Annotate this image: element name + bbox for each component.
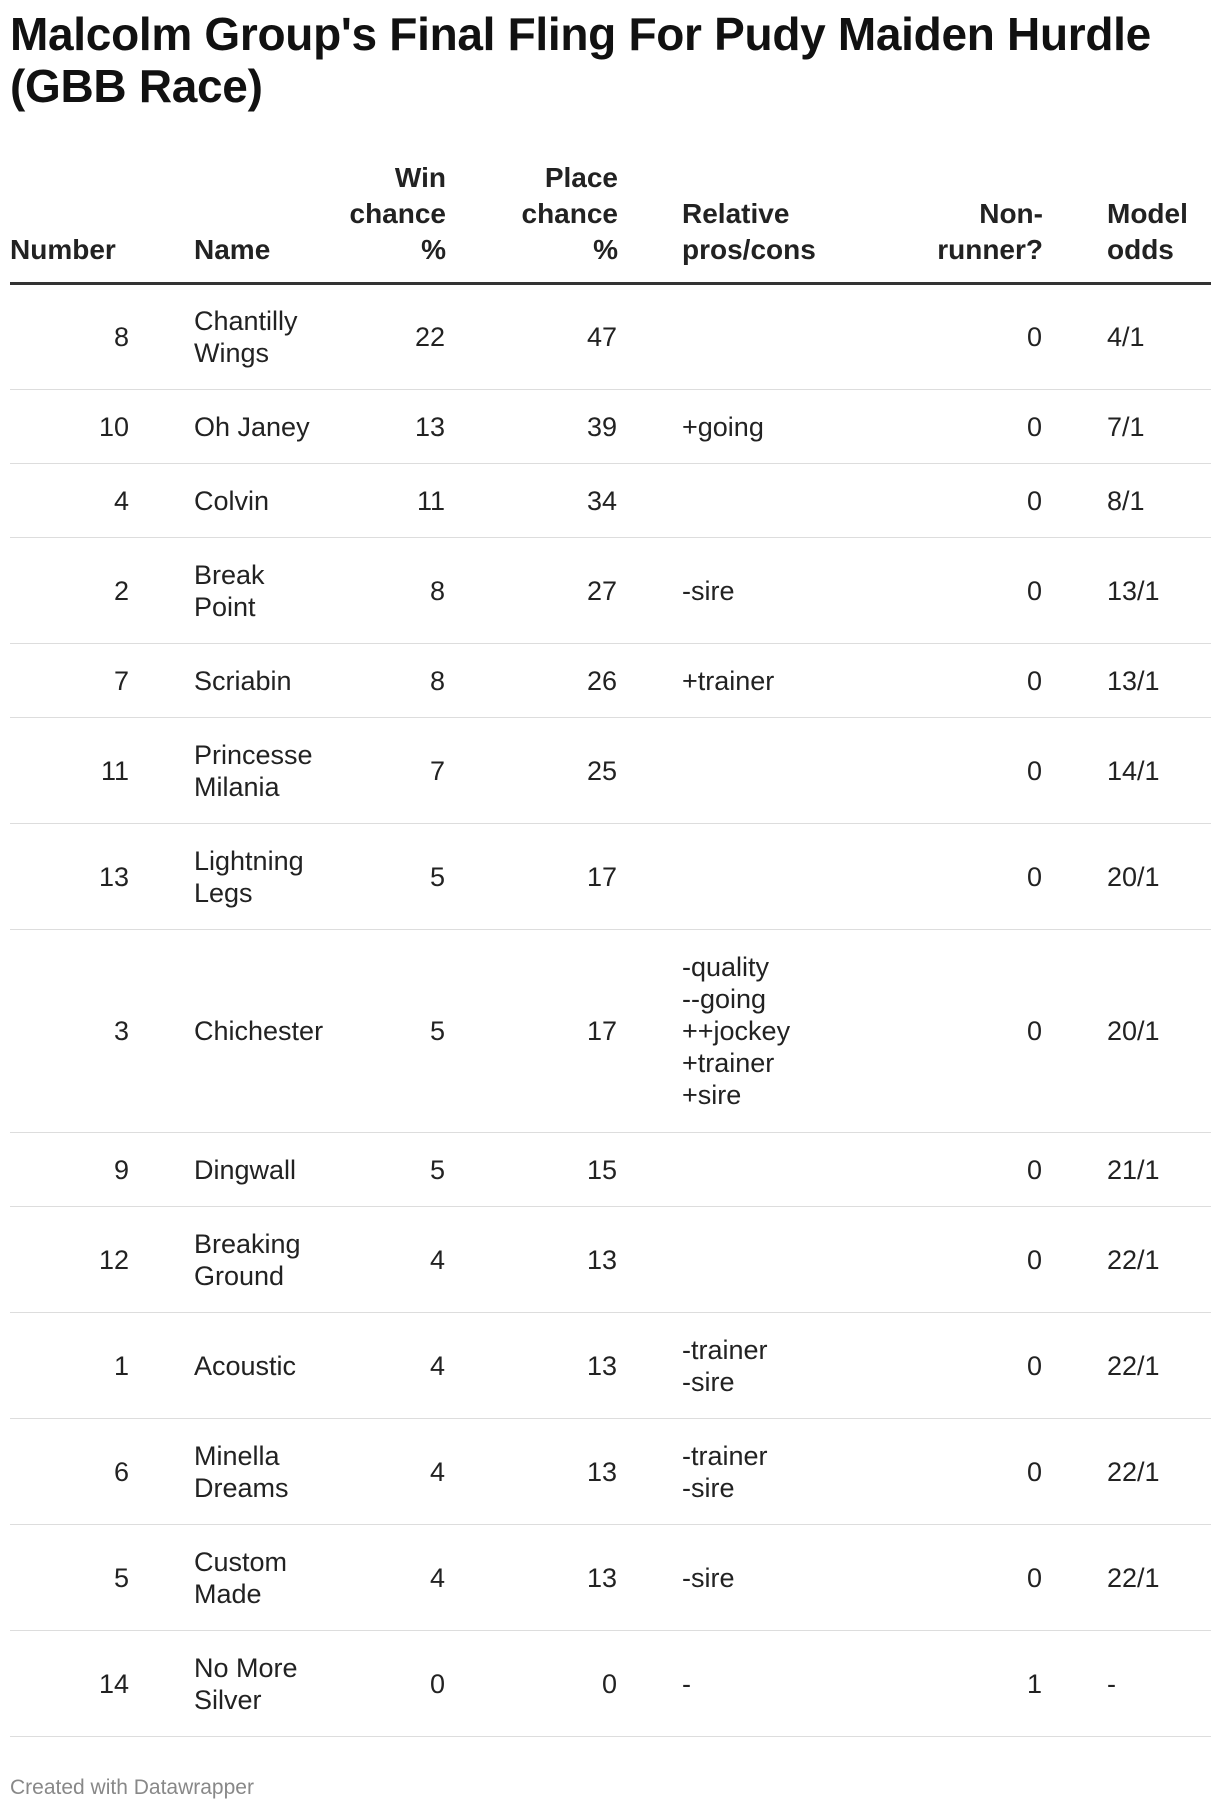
cell-place-chance: 34 — [446, 464, 618, 538]
table-row — [10, 718, 1211, 824]
header-name[interactable]: Name — [130, 160, 320, 284]
cell-win-chance: 4 — [320, 1419, 446, 1525]
cell-number: 11 — [10, 718, 130, 824]
table-body — [10, 284, 1211, 1737]
cell-win-chance: 7 — [320, 718, 446, 824]
cell-non-runner: 0 — [858, 1313, 1043, 1419]
cell-model-odds: 22/1 — [1043, 1313, 1211, 1419]
cell-pros-cons — [618, 284, 858, 390]
cell-win-chance: 5 — [320, 824, 446, 930]
cell-place-chance: 13 — [446, 1207, 618, 1313]
footer-credit: Created with Datawrapper — [10, 1776, 254, 1799]
cell-number: 8 — [10, 284, 130, 390]
cell-number: 4 — [10, 464, 130, 538]
cell-non-runner: 0 — [858, 1207, 1043, 1313]
cell-name: Lightning Legs — [130, 824, 320, 930]
table-row — [10, 1207, 1211, 1313]
cell-non-runner: 0 — [858, 1525, 1043, 1631]
table-row — [10, 930, 1211, 1133]
cell-place-chance: 17 — [446, 824, 618, 930]
cell-number: 3 — [10, 930, 130, 1133]
cell-name: Chantilly Wings — [130, 284, 320, 390]
cell-name: Chichester — [130, 930, 320, 1133]
cell-non-runner: 0 — [858, 538, 1043, 644]
table-row — [10, 1133, 1211, 1207]
cell-name: Scriabin — [130, 644, 320, 718]
header-non-runner[interactable]: Non- runner? — [858, 160, 1043, 284]
cell-pros-cons: -trainer -sire — [618, 1313, 858, 1419]
cell-pros-cons: -quality --going ++jockey +trainer +sire — [618, 930, 858, 1133]
cell-name: Breaking Ground — [130, 1207, 320, 1313]
table-row — [10, 390, 1211, 464]
cell-number: 12 — [10, 1207, 130, 1313]
cell-model-odds: 21/1 — [1043, 1133, 1211, 1207]
cell-non-runner: 0 — [858, 284, 1043, 390]
cell-model-odds: 8/1 — [1043, 464, 1211, 538]
cell-model-odds: 7/1 — [1043, 390, 1211, 464]
cell-name: Princesse Milania — [130, 718, 320, 824]
cell-win-chance: 4 — [320, 1207, 446, 1313]
cell-non-runner: 0 — [858, 1419, 1043, 1525]
header-model-odds[interactable]: Model odds — [1043, 160, 1211, 284]
table-row — [10, 644, 1211, 718]
cell-pros-cons: -sire — [618, 1525, 858, 1631]
cell-non-runner: 0 — [858, 464, 1043, 538]
cell-win-chance: 4 — [320, 1313, 446, 1419]
cell-non-runner: 0 — [858, 644, 1043, 718]
cell-model-odds: - — [1043, 1631, 1211, 1737]
cell-pros-cons — [618, 464, 858, 538]
table-row — [10, 538, 1211, 644]
header-number[interactable]: Number — [10, 160, 130, 284]
table-row — [10, 824, 1211, 930]
cell-pros-cons — [618, 1207, 858, 1313]
cell-number: 2 — [10, 538, 130, 644]
table-row — [10, 284, 1211, 390]
cell-model-odds: 22/1 — [1043, 1419, 1211, 1525]
header-win-chance[interactable]: Win chance % — [320, 160, 446, 284]
cell-model-odds: 20/1 — [1043, 824, 1211, 930]
cell-win-chance: 0 — [320, 1631, 446, 1737]
cell-name: Dingwall — [130, 1133, 320, 1207]
cell-place-chance: 27 — [446, 538, 618, 644]
cell-place-chance: 15 — [446, 1133, 618, 1207]
table-row — [10, 1631, 1211, 1737]
cell-number: 10 — [10, 390, 130, 464]
cell-pros-cons — [618, 718, 858, 824]
cell-number: 1 — [10, 1313, 130, 1419]
cell-non-runner: 0 — [858, 390, 1043, 464]
cell-model-odds: 13/1 — [1043, 644, 1211, 718]
cell-model-odds: 14/1 — [1043, 718, 1211, 824]
cell-place-chance: 13 — [446, 1419, 618, 1525]
cell-place-chance: 13 — [446, 1313, 618, 1419]
cell-name: Custom Made — [130, 1525, 320, 1631]
header-place-chance[interactable]: Place chance % — [446, 160, 618, 284]
cell-place-chance: 0 — [446, 1631, 618, 1737]
cell-number: 5 — [10, 1525, 130, 1631]
cell-number: 6 — [10, 1419, 130, 1525]
cell-pros-cons: +trainer — [618, 644, 858, 718]
cell-non-runner: 1 — [858, 1631, 1043, 1737]
cell-model-odds: 22/1 — [1043, 1525, 1211, 1631]
cell-pros-cons — [618, 824, 858, 930]
cell-pros-cons — [618, 1133, 858, 1207]
cell-pros-cons: +going — [618, 390, 858, 464]
cell-place-chance: 26 — [446, 644, 618, 718]
cell-place-chance: 47 — [446, 284, 618, 390]
cell-place-chance: 25 — [446, 718, 618, 824]
header-pros-cons[interactable]: Relative pros/cons — [618, 160, 858, 284]
cell-place-chance: 39 — [446, 390, 618, 464]
cell-name: Break Point — [130, 538, 320, 644]
cell-place-chance: 17 — [446, 930, 618, 1133]
cell-name: Oh Janey — [130, 390, 320, 464]
chart-title: Malcolm Group's Final Fling For Pudy Maiden Hurdle (GBB Race) — [10, 8, 1151, 112]
cell-win-chance: 5 — [320, 930, 446, 1133]
cell-number: 14 — [10, 1631, 130, 1737]
cell-win-chance: 22 — [320, 284, 446, 390]
table-row — [10, 1525, 1211, 1631]
cell-win-chance: 8 — [320, 538, 446, 644]
table-header — [10, 160, 1211, 284]
cell-win-chance: 8 — [320, 644, 446, 718]
cell-non-runner: 0 — [858, 718, 1043, 824]
cell-place-chance: 13 — [446, 1525, 618, 1631]
cell-non-runner: 0 — [858, 824, 1043, 930]
cell-name: Colvin — [130, 464, 320, 538]
cell-pros-cons: -sire — [618, 538, 858, 644]
cell-pros-cons: -trainer -sire — [618, 1419, 858, 1525]
cell-name: No More Silver — [130, 1631, 320, 1737]
cell-model-odds: 4/1 — [1043, 284, 1211, 390]
cell-number: 13 — [10, 824, 130, 930]
cell-name: Acoustic — [130, 1313, 320, 1419]
cell-win-chance: 13 — [320, 390, 446, 464]
cell-name: Minella Dreams — [130, 1419, 320, 1525]
table-row — [10, 1419, 1211, 1525]
cell-model-odds: 13/1 — [1043, 538, 1211, 644]
cell-number: 7 — [10, 644, 130, 718]
race-table — [10, 160, 1211, 1737]
cell-pros-cons: - — [618, 1631, 858, 1737]
cell-win-chance: 11 — [320, 464, 446, 538]
table-row — [10, 1313, 1211, 1419]
table-row — [10, 464, 1211, 538]
cell-win-chance: 5 — [320, 1133, 446, 1207]
cell-non-runner: 0 — [858, 1133, 1043, 1207]
cell-model-odds: 22/1 — [1043, 1207, 1211, 1313]
cell-win-chance: 4 — [320, 1525, 446, 1631]
cell-non-runner: 0 — [858, 930, 1043, 1133]
cell-number: 9 — [10, 1133, 130, 1207]
cell-model-odds: 20/1 — [1043, 930, 1211, 1133]
